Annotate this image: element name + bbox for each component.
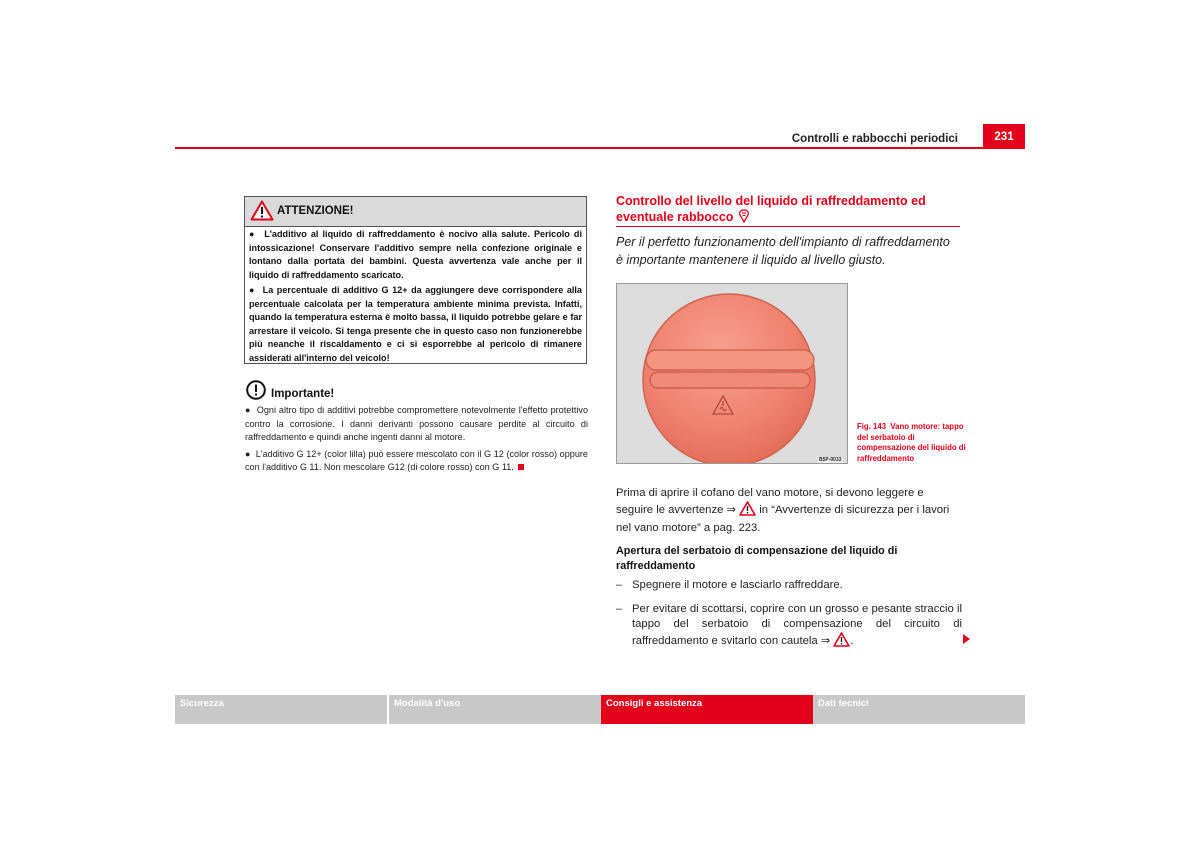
warning-title: ATTENZIONE!	[277, 205, 354, 217]
warning-body	[249, 228, 582, 367]
header-rule	[175, 147, 1025, 149]
important-exclamation-icon	[246, 380, 266, 400]
warning-header	[245, 197, 586, 227]
figure-code: B5P-0033	[819, 457, 842, 463]
section-rule	[616, 226, 960, 227]
figure-caption: Fig. 143 Vano motore: tappo del serbatoio di compensazione del liquido di raffreddamento	[857, 422, 966, 463]
section-intro: Per il perfetto funzionamento dell'impianto di raffreddamento è importante mantenere il liquido al livello giusto.	[616, 235, 950, 267]
warning-item: ● La percentuale di additivo G 12+ da aggiungere deve corrispondere alla percentuale calcolata per la temperatura ambiente minima prevista. Infatti, quando la temperatura esterna è molto bassa, il liquido potrebbe gelare e far arrestare il veicolo. Si tenga presente che in questo caso non funzionerebbe più neanche il riscaldamento e ci si esporrebbe al pericolo di rimanere assiderati all'interno del veicolo!	[249, 285, 582, 363]
end-of-section-marker	[518, 464, 524, 470]
warning-box	[244, 196, 587, 364]
important-body	[245, 404, 588, 478]
page-number: 231	[983, 124, 1025, 149]
warning-item: ● L'additivo al liquido di raffreddamento è nocivo alla salute. Pericolo di intossicazione! Conservare l'additivo sempre nella confezione originale e lontano dalla portata dei bambini. Questa avvertenza vale anche per il liquido di raffreddamento scaricato.	[249, 229, 583, 280]
tab-sicurezza[interactable]: Sicurezza	[175, 695, 387, 724]
important-item: ● L'additivo G 12+ (color lilla) può essere mescolato con il G 12 (color rosso) oppure con l'additivo G 11. Non mescolare G12 (di colore rosso) con G 11.	[245, 448, 588, 472]
running-header-title: Controlli e rabbocchi periodici	[791, 133, 958, 145]
warning-triangle-icon	[833, 632, 850, 652]
tab-consigli-e-assistenza[interactable]: Consigli e assistenza	[601, 695, 813, 724]
important-title: Importante!	[271, 388, 335, 400]
procedure-step: – Spegnere il motore e lasciarlo raffreddare.	[616, 579, 843, 591]
figure-coolant-cap	[616, 283, 848, 464]
safety-paragraph: Prima di aprire il cofano del vano motore, si devono leggere e seguire le avvertenze ⇒ in “Avvertenze di sicurezza per i lavori nel vano motore” a pag. 223.	[616, 487, 950, 535]
procedure-subheading: Apertura del serbatoio di compensazione del liquido di raffreddamento	[616, 545, 898, 572]
tab-modalita-duso[interactable]: Modalità d'uso	[389, 695, 601, 724]
coolant-symbol-icon	[737, 210, 751, 224]
tab-dati-tecnici[interactable]: Dati tecnici	[813, 695, 1025, 724]
section-heading: Controllo del livello del liquido di raffreddamento ed eventuale rabbocco	[616, 194, 926, 224]
important-item: ● Ogni altro tipo di additivi potrebbe compromettere notevolmente l'effetto protettivo contro la corrosione. I danni derivanti possono causare perdite al circuito di raffreddamento e quindi anche ingenti danni al motore.	[245, 405, 588, 442]
coolant-cap-illustration	[617, 284, 847, 463]
warning-triangle-icon	[250, 200, 274, 226]
procedure-step: – Per evitare di scottarsi, coprire con un grosso e pesante straccio il tappo del serbatoio di compensazione del circuito di raffreddamento e svitarlo con cautela ⇒ .	[616, 602, 962, 653]
warning-triangle-icon	[739, 501, 756, 521]
next-page-arrow-icon[interactable]	[963, 634, 970, 644]
